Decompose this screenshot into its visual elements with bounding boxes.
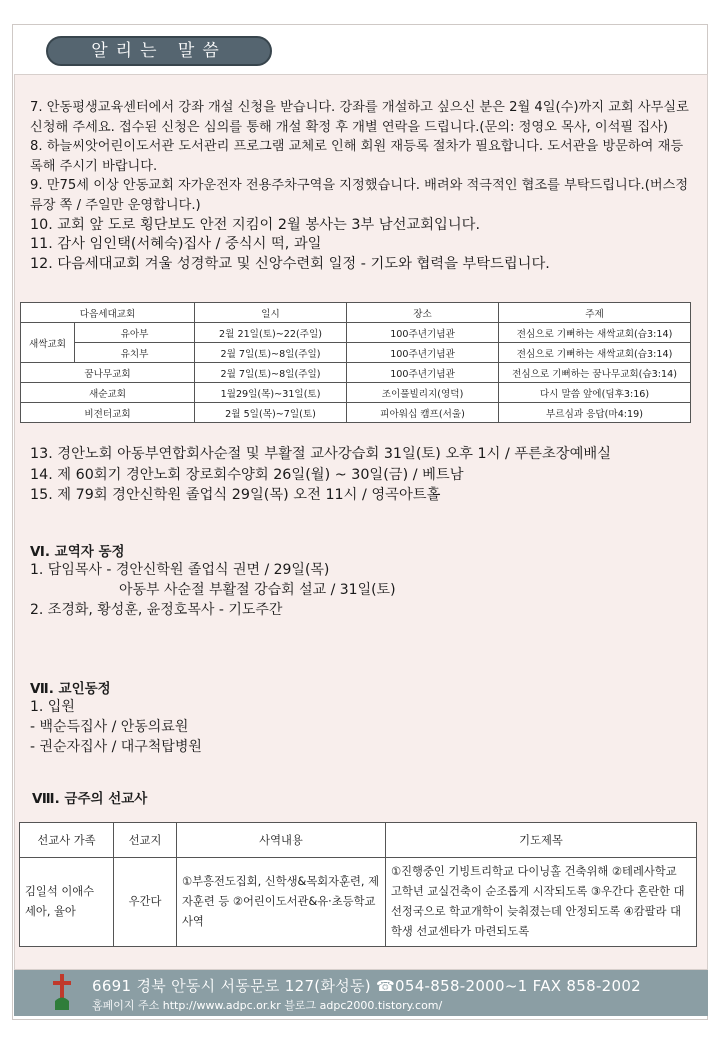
- table-cell: 다시 말씀 앞에(딤후3:16): [499, 383, 691, 403]
- table-header: 일시: [195, 303, 347, 323]
- table-cell: 비전터교회: [21, 403, 195, 423]
- news-line: 1. 담임목사 - 경안신학원 졸업식 권면 / 29일(목): [30, 562, 330, 578]
- table-row: [21, 403, 691, 423]
- table-cell: 피아워십 캠프(서울): [347, 403, 499, 423]
- table-row: [21, 323, 691, 343]
- schedule-table: [20, 302, 691, 423]
- table-header: 선교사 가족: [20, 823, 114, 858]
- table-cell: 2월 7일(토)~8일(주일): [195, 363, 347, 383]
- table-cell: 전심으로 기뻐하는 꿈나무교회(습3:14): [499, 363, 691, 383]
- table-cell: 부르심과 응답(마4:19): [499, 403, 691, 423]
- notice-item: 14. 제 60회기 경안노회 장로회수양회 26일(월) ~ 30일(금) / 베트남: [30, 466, 464, 483]
- table-row: [21, 343, 691, 363]
- table-cell: 우간다: [114, 858, 177, 947]
- table-header: 사역내용: [177, 823, 386, 858]
- table-cell: 100주년기념관: [347, 343, 499, 363]
- table-cell: 100주년기념관: [347, 323, 499, 343]
- section-heading-pastors: Ⅵ. 교역자 동정: [30, 544, 125, 560]
- footer: [14, 970, 708, 1016]
- table-cell: 100주년기념관: [347, 363, 499, 383]
- section-heading-members: Ⅶ. 교인동정: [30, 681, 111, 697]
- notice-item: 11. 감사 임인택(서혜숙)집사 / 중식시 떡, 과일: [30, 236, 322, 253]
- news-line: - 권순자집사 / 대구척탑병원: [30, 739, 202, 755]
- table-header: 다음세대교회: [21, 303, 195, 323]
- table-header: 기도제목: [386, 823, 697, 858]
- notice-item: 15. 제 79회 경안신학원 졸업식 29일(목) 오전 11시 / 영곡아트홀: [30, 487, 441, 503]
- news-line: 1. 입원: [30, 699, 75, 715]
- pastors-news: [30, 560, 396, 620]
- notice-list-continued: [30, 444, 700, 506]
- missionary-table: [19, 822, 697, 947]
- table-cell: 2월 5일(목)~7일(토): [195, 403, 347, 423]
- table-cell: ①진행중인 기빙트리학교 다이닝홀 건축위해 ②테레사학교 고학년 교실건축이 순조롭게 시작되도록 ③우간다 혼란한 대선정국으로 학교개학이 늦춰졌는데 안정되도록 ④캄팔라 대학생 선교센타가 마련되도록: [386, 858, 697, 947]
- footer-web: 홈페이지 주소 http://www.adpc.or.kr 블로그 adpc2000.tistory.com/: [92, 999, 443, 1012]
- notice-item: 12. 다음세대교회 겨울 성경학교 및 신앙수련회 일정 - 기도와 협력을 부탁드립니다.: [30, 255, 550, 272]
- table-row: [21, 383, 691, 403]
- table-header: 주제: [499, 303, 691, 323]
- table-header: 장소: [347, 303, 499, 323]
- table-cell: 전심으로 기뻐하는 새싹교회(습3:14): [499, 323, 691, 343]
- notice-item: 8. 하늘씨앗어린이도서관 도서관리 프로그램 교체로 인해 회원 재등록 절차가 필요합니다. 도서관을 방문하여 재등록해 주시기 바랍니다.: [30, 139, 684, 174]
- table-row: [20, 858, 697, 947]
- news-line: 2. 조경화, 황성훈, 윤정호목사 - 기도주간: [30, 602, 283, 618]
- news-line: 아동부 사순절 부활절 강습회 설교 / 31일(토): [119, 582, 396, 598]
- table-cell: 2월 21일(토)~22(주일): [195, 323, 347, 343]
- table-cell: 조이풀빌리지(영덕): [347, 383, 499, 403]
- table-cell: 전심으로 기뻐하는 새싹교회(습3:14): [499, 343, 691, 363]
- table-cell: 새싹교회: [21, 323, 75, 363]
- table-row: [21, 363, 691, 383]
- notice-item: 10. 교회 앞 도로 횡단보도 안전 지킴이 2월 봉사는 3부 남선교회입니다.: [30, 216, 480, 233]
- table-cell: ①부흥전도집회, 신학생&목회자훈련, 제자훈련 등 ②어린이도서관&유·초등학교사역: [177, 858, 386, 947]
- footer-address: 6691 경북 안동시 서동문로 127(화성동) ☎054-858-2000~1 FAX 858-2002: [92, 977, 642, 995]
- news-line: - 백순득집사 / 안동의료원: [30, 719, 189, 735]
- table-cell: 유치부: [75, 343, 195, 363]
- section-heading-missionary: Ⅷ. 금주의 선교사: [32, 791, 148, 807]
- notice-list: [30, 98, 695, 274]
- table-cell: 꿈나무교회: [21, 363, 195, 383]
- table-header: 선교지: [114, 823, 177, 858]
- notice-item: 13. 경안노회 아동부연합회사순절 및 부활절 교사강습회 31일(토) 오후 1시 / 푸른초장예배실: [30, 446, 612, 462]
- members-news: [30, 697, 202, 757]
- table-cell: 1월29일(목)~31일(토): [195, 383, 347, 403]
- church-cross-logo-icon: [52, 974, 72, 1010]
- table-header-row: [20, 823, 697, 858]
- table-cell: 2월 7일(토)~8일(주일): [195, 343, 347, 363]
- table-cell: 김일석 이애수 세아, 율아: [20, 858, 114, 947]
- table-cell: 새순교회: [21, 383, 195, 403]
- table-header-row: [21, 303, 691, 323]
- notice-item: 7. 안동평생교육센터에서 강좌 개설 신청을 받습니다. 강좌를 개설하고 싶으신 분은 2월 4일(수)까지 교회 사무실로 신청해 주세요. 접수된 신청은 심의를 통해 개설 확정 후 개별 연락을 드립니다.(문의: 정영오 목사, 이석필 집사): [30, 100, 689, 135]
- notice-item: 9. 만75세 이상 안동교회 자가운전자 전용주차구역을 지정했습니다. 배려와 적극적인 협조를 부탁드립니다.(버스정류장 쪽 / 주일만 운영합니다.): [30, 178, 689, 213]
- page-title: 알리는 말씀: [46, 36, 272, 66]
- table-cell: 유아부: [75, 323, 195, 343]
